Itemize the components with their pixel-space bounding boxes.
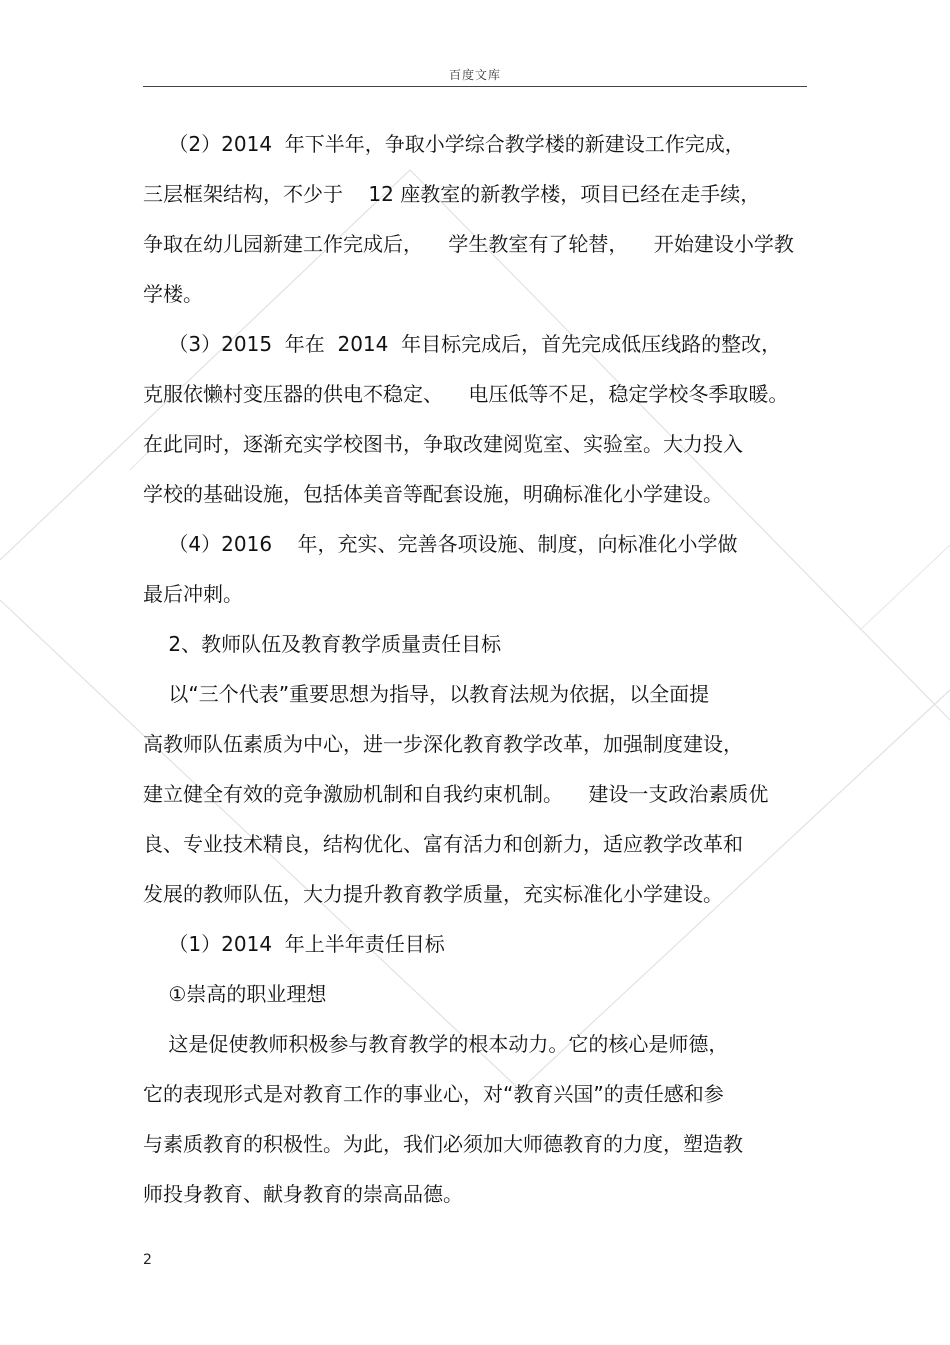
subsection-heading: ①崇高的职业理想 xyxy=(143,982,327,1006)
text-line: （3）2015 年在 2014 年目标完成后，首先完成低压线路的整改， xyxy=(143,332,782,356)
text-line: 它的表现形式是对教育工作的事业心，对“教育兴国”的责任感和参 xyxy=(143,1082,724,1106)
subsection-heading: （1）2014 年上半年责任目标 xyxy=(143,932,445,956)
text-line: 这是促使教师积极参与教育教学的根本动力。它的核心是师德， xyxy=(143,1032,729,1056)
page-header-title: 百度文库 xyxy=(448,68,501,82)
text-line: 三层框架结构，不少于 12 座教室的新教学楼，项目已经在走手续， xyxy=(143,182,761,206)
text-line: 师投身教育、献身教育的崇高品德。 xyxy=(143,1182,463,1206)
text-line: 发展的教师队伍，大力提升教育教学质量，充实标准化小学建设。 xyxy=(143,882,723,906)
section-heading: 2、教师队伍及教育教学质量责任目标 xyxy=(143,632,502,656)
text-line: 在此同时，逐渐充实学校图书，争取改建阅览室、实验室。大力投入 xyxy=(143,432,743,456)
text-line: 争取在幼儿园新建工作完成后， 学生教室有了轮替， 开始建设小学教 xyxy=(143,232,794,256)
text-line: 克服依懒村变压器的供电不稳定、 电压低等不足，稳定学校冬季取暖。 xyxy=(143,382,789,406)
header-divider xyxy=(143,86,807,87)
page-number: 2 xyxy=(143,1252,152,1268)
text-line: 建立健全有效的竞争激励机制和自我约束机制。 建设一支政治素质优 xyxy=(143,782,769,806)
watermark-line xyxy=(860,545,950,630)
text-line: 良、专业技术精良，结构优化、富有活力和创新力，适应教学改革和 xyxy=(143,832,743,856)
text-line: （2）2014 年下半年，争取小学综合教学楼的新建设工作完成， xyxy=(143,132,745,156)
text-line: 学楼。 xyxy=(143,282,203,306)
text-line: （4）2016 年，充实、完善各项设施、制度，向标准化小学做 xyxy=(143,532,738,556)
text-line: 最后冲刺。 xyxy=(143,582,243,606)
text-line: 学校的基础设施，包括体美音等配套设施，明确标准化小学建设。 xyxy=(143,482,723,506)
text-line: 以“三个代表”重要思想为指导，以教育法规为依据，以全面提 xyxy=(143,682,710,706)
text-line: 高教师队伍素质为中心，进一步深化教育教学改革，加强制度建设， xyxy=(143,732,743,756)
text-line: 与素质教育的积极性。为此，我们必须加大师德教育的力度，塑造教 xyxy=(143,1132,743,1156)
